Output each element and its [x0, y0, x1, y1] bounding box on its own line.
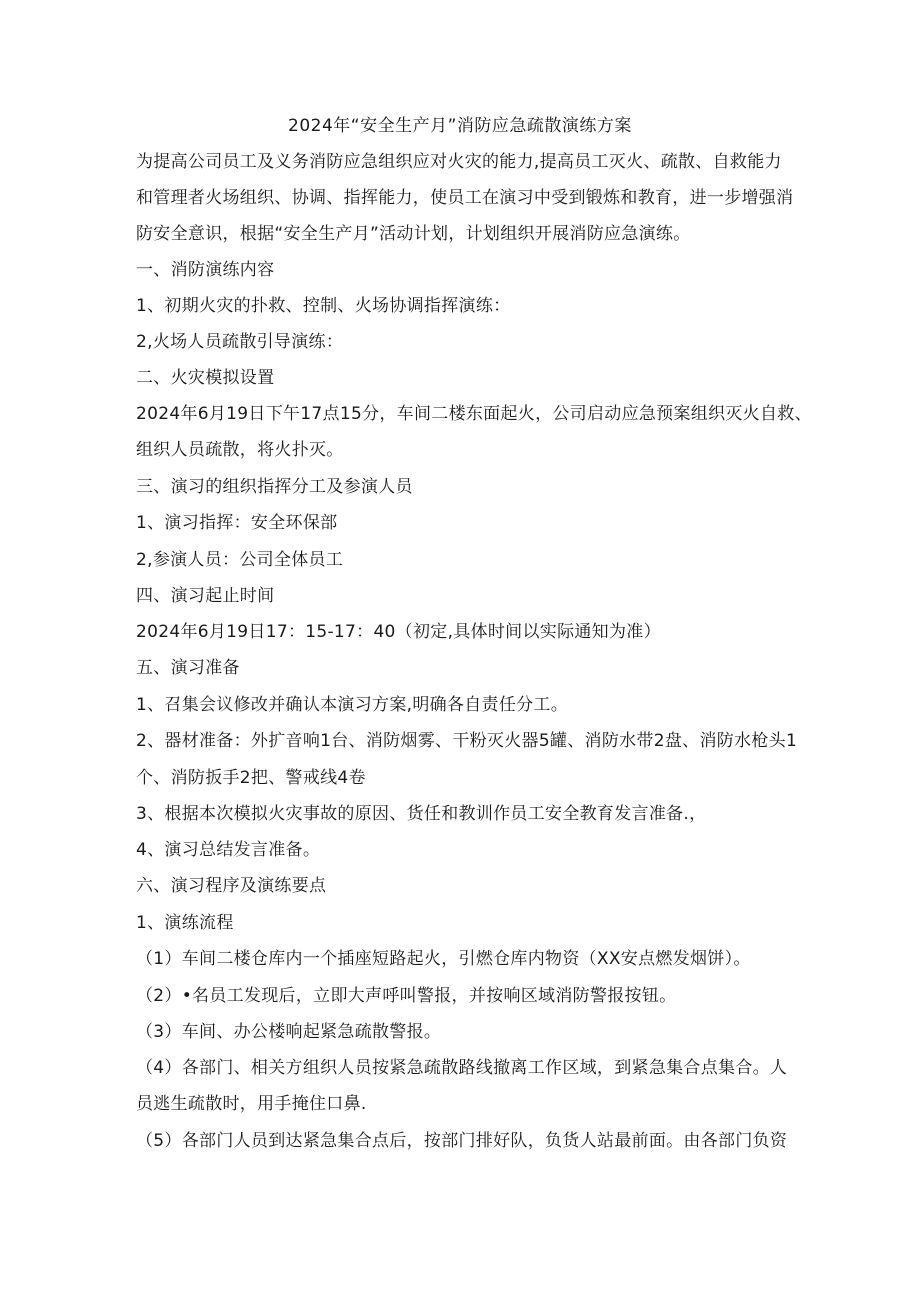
list-item: 2,参演人员：公司全体员工	[136, 550, 344, 570]
list-item: （1）车间二楼仓库内一个插座短路起火，引燃仓库内物资（XX安点燃发烟饼）。	[136, 949, 751, 969]
paragraph-line: 2024年6月19日17：15-17：40（初定,具体时间以实际通知为准）	[136, 622, 661, 642]
list-item: 2,火场人员疏散引导演练：	[136, 332, 344, 352]
list-item: （5）各部门人员到达紧急集合点后，按部门排好队，负货人站最前面。由各部门负资	[136, 1131, 788, 1151]
paragraph-line: 组织人员疏散，将火扑灭。	[136, 440, 344, 460]
section-heading: 六、演习程序及演练要点	[136, 876, 327, 896]
list-item: （4）各部门、相关方组织人员按紧急疏散路线撤离工作区域，到紧急集合点集合。人	[136, 1058, 788, 1078]
list-item: 1、演练流程	[136, 913, 234, 933]
section-heading: 三、演习的组织指挥分工及参演人员	[136, 477, 413, 497]
list-item: 2、器材准备：外扩音响1台、消防烟雾、干粉灭火器5罐、消防水带2盘、消防水枪头1	[136, 731, 798, 751]
section-heading: 五、演习准备	[136, 658, 240, 678]
list-item: 1、初期火灾的扑救、控制、火场协调指挥演练：	[136, 296, 511, 316]
section-heading: 四、演习起止时间	[136, 586, 275, 606]
paragraph-line: 2024年6月19日下午17点15分，车间二楼东面起火，公司启动应急预案组织灭火自救、	[136, 404, 812, 424]
paragraph-line: 员逃生疏散时，用手掩住口鼻.	[136, 1094, 367, 1114]
paragraph-line: 和管理者火场组织、协调、指挥能力，使员工在演习中受到锻炼和教育，进一步增强消	[136, 188, 794, 208]
list-item: 个、消防扳手2把、警戒线4卷	[136, 768, 366, 788]
list-item: （3）车间、办公楼响起紧急疏散警报。	[136, 1022, 442, 1042]
section-heading: 二、火灾模拟设置	[136, 368, 275, 388]
document-title: 2024年“安全生产月”消防应急疏散演练方案	[288, 116, 632, 136]
list-item: （2）•名员工发现后，立即大声呼叫警报，并按响区域消防警报按钮。	[136, 986, 677, 1006]
list-item: 4、演习总结发言准备。	[136, 840, 321, 860]
paragraph-line: 为提高公司员工及义务消防应急组织应对火灾的能力,提高员工灭火、疏散、自救能力	[136, 152, 782, 172]
paragraph-line: 防安全意识，根据“安全生产月”活动计划，计划组织开展消防应急演练。	[136, 224, 691, 244]
section-heading: 一、消防演练内容	[136, 260, 275, 280]
list-item: 3、根据本次模拟火灾事故的原因、货任和教训作员工安全教育发言准备.，	[136, 804, 707, 824]
list-item: 1、演习指挥：安全环保部	[136, 513, 338, 533]
list-item: 1、召集会议修改并确认本演习方案,明确各自责任分工。	[136, 695, 569, 715]
